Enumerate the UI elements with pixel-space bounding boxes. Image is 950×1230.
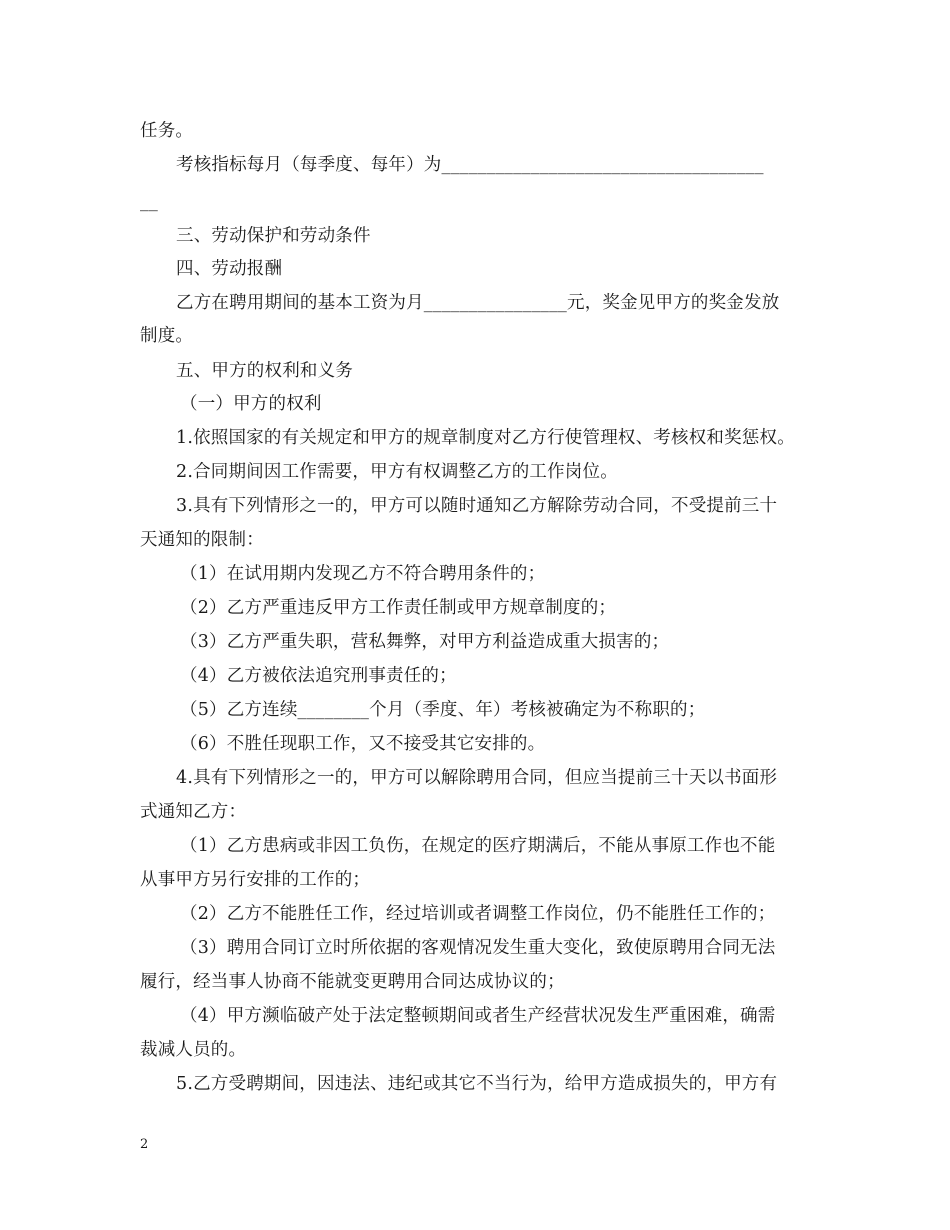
list-item: （3）聘用合同订立时所依据的客观情况发生重大变化，致使原聘用合同无法 [180,938,776,958]
page-number: 2 [140,1137,149,1152]
list-item: （3）乙方严重失职，营私舞弊，对甲方利益造成重大损害的； [180,632,670,652]
list-item: （6）不胜任现职工作，又不接受其它安排的。 [180,734,546,754]
list-item: （1）乙方患病或非因工负伤，在规定的医疗期满后，不能从事原工作也不能 [180,836,776,856]
text-line: 乙方在聘用期间的基本工资为月________________元，奖金见甲方的奖金发放 [176,293,780,313]
text-line: 天通知的限制： [140,530,264,550]
subsection-heading: （一）甲方的权利 [180,394,322,414]
text-line: 式通知乙方： [140,802,247,822]
text-line: 2.合同期间因工作需要，甲方有权调整乙方的工作岗位。 [176,462,618,482]
text-line: 1.依照国家的有关规定和甲方的规章制度对乙方行使管理权、考核权和奖惩权。 [176,428,795,448]
section-heading: 三、劳动保护和劳动条件 [176,226,371,246]
section-heading: 五、甲方的权利和义务 [176,361,353,381]
list-item: （5）乙方连续________个月（季度、年）考核被确定为不称职的； [180,700,706,720]
list-item: （1）在试用期内发现乙方不符合聘用条件的； [180,564,546,584]
list-item: （2）乙方严重违反甲方工作责任制或甲方规章制度的； [180,598,617,618]
text-line: 裁减人员的。 [140,1040,247,1060]
text-line: __ [140,192,158,212]
text-line: 3.具有下列情形之一的，甲方可以随时通知乙方解除劳动合同，不受提前三十 [176,496,778,516]
list-item: （4）乙方被依法追究刑事责任的； [180,666,457,686]
text-line: 制度。 [140,326,194,346]
text-line: 从事甲方另行安排的工作的； [140,870,371,890]
list-item: （4）甲方濒临破产处于法定整顿期间或者生产经营状况发生严重困难，确需 [180,1006,776,1026]
text-line: 任务。 [140,121,194,141]
text-line: 5.乙方受聘期间，因违法、违纪或其它不当行为，给甲方造成损失的，甲方有 [176,1074,778,1094]
text-line: 4.具有下列情形之一的，甲方可以解除聘用合同，但应当提前三十天以书面形 [176,768,778,788]
text-line: 考核指标每月（每季度、每年）为____________________________________ [176,155,764,175]
list-item: （2）乙方不能胜任工作，经过培训或者调整工作岗位，仍不能胜任工作的； [180,904,776,924]
section-heading: 四、劳动报酬 [176,259,283,279]
text-line: 履行，经当事人协商不能就变更聘用合同达成协议的； [140,972,565,992]
